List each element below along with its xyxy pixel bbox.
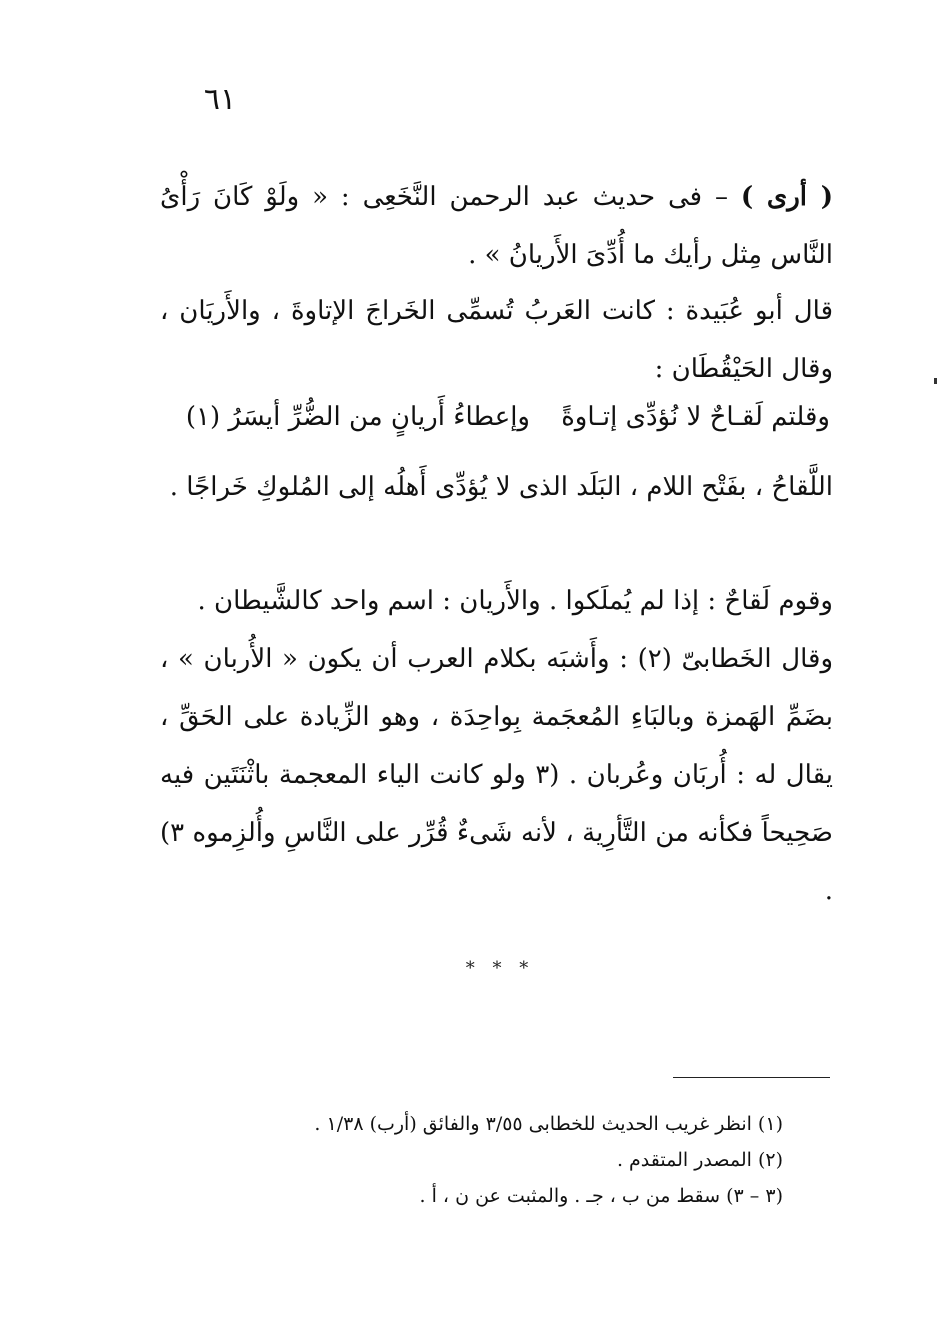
paragraph-ara [160,168,833,284]
paragraph-text: وقوم لَقاحٌ : إذا لم يُملَكوا . والأَريان : اسم واحد كالشَّيطان . [197,586,833,616]
verse-second-hemistich: وإعطاءُ أَريانٍ من الضُّرِّ أيسَرُ (١) [185,402,530,432]
paragraph-khattabi [160,630,833,920]
paragraph-laqah [160,458,833,516]
paragraph-text: – فى حديث عبد الرحمن النَّخَعِى : « ولَوْ كَانَ رَأْىُ النَّاس مِثل رأيك ما أُدِّىَ الأَريانُ » . [160,182,833,270]
paragraph-text: وقال الخَطابىّ (٢) : وأَشبَه بكلام العرب أن يكون « الأُربان » ، بضَمِّ الهَمزة وبالبَاءِ المُعجَمة بِواحِدَة ، وهو الزِّيادة على الحَقِّ ، يقال له : أُربَان وعُربان . (٣ ولو كانت الياء المعجمة باثْنَتَين فيه صَحِيحاً فكأنه من التَّأرِية ، لأنه شَىءٌ قُرِّر على النَّاسِ وأُلزِموه ٣) . [160,644,833,906]
footnote-2: (٢) المصدر المتقدم . [616,1149,783,1171]
footnotes [230,1106,783,1214]
entry-headword: ( أرى ) [740,182,834,212]
verse-first-hemistich: وقلتم لَقـاحٌ لا نُؤدِّى إتـاوةً [561,402,830,432]
page-number: ٦١ [203,82,237,117]
paragraph-abu-ubayda [160,282,833,398]
paragraph-text: قال أبو عُبَيدة : كانت العَربُ تُسمِّى الخَراجَ الإتاوةَ ، والأَريَان ، وقال الحَيْقُطَان : [160,296,833,384]
footnote-3: (٣ – ٣) سقط من ب ، جـ . والمثبت عن ن ، أ . [419,1185,783,1207]
paragraph-text: اللَّقاحُ ، بفَتْح اللام ، البَلَد الذى لا يُؤدِّى أَهلُه إلى المُلوكِ خَراجًا . [169,472,833,502]
footnote-1: (١) انظر غريب الحديث للخطابى ٣/٥٥ والفائق (أرب) ١/٣٨ . [314,1113,783,1135]
section-separator: * * * [465,958,535,979]
paragraph-qawm-laqah [160,572,833,630]
scan-speck [934,378,937,384]
footnote-rule [673,1077,830,1078]
poetry-verse [185,392,830,442]
